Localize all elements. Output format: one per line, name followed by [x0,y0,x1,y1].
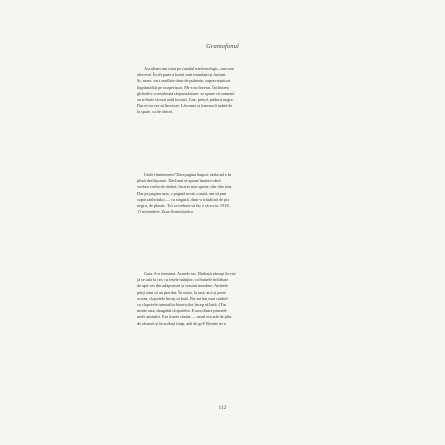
paragraph-3 [137,271,310,327]
text-line: Ascultam-am uitat pe canalul meteorologic, cum am [144,66,234,71]
text-line: negru, de plastic. Tot ce trebuie să fac e să scriu: 1918, [137,202,230,208]
text-line: Și, mare, vaci umflate duse de puhoaie, supraviețuitori [137,78,231,84]
running-head: Gramofonul [206,43,239,50]
text-line: capăt războiului — cu singură, dintr-o trăsătură de pix [137,196,230,202]
paragraph-1 [137,66,310,116]
text-line: obiceiul. În alt parte a lumii sunt inundații și furtuni. [137,72,227,78]
text-line: mele amintiri. Era foarte ciudat — aerul era atât de plin [137,314,232,320]
text-line: ocean, clopotele încep să bată. Nu-mi bat mai curând [137,295,228,301]
text-line: de apă: ies din adăposturi și vizuini murdare. Ambele [137,283,228,289]
page-number: 112 [218,405,227,411]
text-line: minte asta, dangătul clopotelor. E una dintre primele [137,308,227,314]
text-line: Unde rămăsesem? Dau pagina înapoi: războiul e în [144,172,232,177]
text-line: Gata. S-a terminat. Armele tac. Bărbații rămași în via- [144,271,237,276]
text-line: îngrămădiți pe acoperișuri. Mi-e au încerat. Înclinirea [137,84,229,90]
text-line: ță se uită la cer, cu fețele mânjite, cu hainele îmbibate [137,277,229,283]
text-line: globală e considerată răspunzătoare: se spune că oamenii [137,90,235,96]
text-line: plină desfășurare. Declinul se spune înainte când [137,178,221,184]
text-line: de răsunet și în același timp, atât de gol! Reenie m-a [137,320,226,326]
text-line: la spate, ca de obicei. [137,109,174,115]
text-line: Dar pe pagina asta, o pagină nouă, curată, am să pun [137,190,227,196]
text-line: Dar ei nu vor să înceteze. Lăcomia și foamea îi mână de [137,103,233,109]
text-line: 11 noiembrie. Ziua Armistițiului. [137,209,194,215]
text-line: ca clopotele turnurilor bisericilor încep să bată. (Tin [137,301,226,307]
text-line: vorbea vorba de război; încă se mai spune, din câte știu. [137,184,233,190]
text-line: părți simt că au pierdut. În orașe, la țară, aici și peste [137,289,227,295]
text-line: au trebuie să mai ardă lucruri. Gaz, petrol, pădurii negre. [137,96,234,102]
paragraph-2 [137,172,310,215]
